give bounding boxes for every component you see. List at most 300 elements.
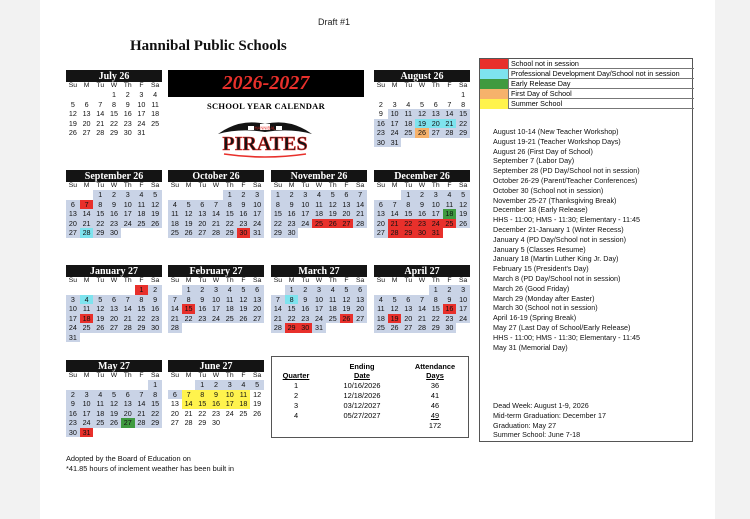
calendar-day: 9 bbox=[70, 399, 75, 408]
month-title: July 26 bbox=[66, 70, 162, 82]
calendar-day: 29 bbox=[225, 228, 234, 237]
calendar-day: 8 bbox=[107, 100, 121, 110]
calendar-day: 26 bbox=[96, 323, 105, 332]
day-of-week-label: Sa bbox=[458, 277, 468, 284]
day-of-week-label: Tu bbox=[301, 277, 310, 284]
note-line: March 29 (Monday after Easter) bbox=[493, 293, 595, 303]
calendar-day: 27 bbox=[68, 228, 77, 237]
calendar-day: 11 bbox=[96, 399, 105, 408]
calendar-day: 9 bbox=[241, 199, 246, 209]
calendar-day: 24 bbox=[211, 313, 220, 323]
calendar-day: 21 bbox=[273, 313, 282, 323]
calendar-day: 15 bbox=[225, 209, 234, 218]
inclement-weather-line: *41.85 hours of inclement weather has been built in bbox=[66, 464, 235, 473]
calendar-day: 18 bbox=[137, 209, 146, 218]
calendar-day: 10 bbox=[301, 199, 310, 209]
day-of-week-label: M bbox=[83, 82, 90, 89]
calendar-day: 22 bbox=[137, 313, 146, 323]
calendar-day: 13 bbox=[253, 294, 262, 304]
calendar-day: 4 bbox=[148, 90, 162, 100]
calendar-day: 7 bbox=[80, 200, 94, 210]
calendar-day: 18 bbox=[170, 218, 179, 228]
calendar-day: 26 bbox=[66, 128, 80, 138]
calendar-day: 10 bbox=[223, 390, 237, 400]
calendar-day: 22 bbox=[431, 313, 440, 323]
month-title: October 26 bbox=[168, 170, 264, 182]
note-line: January 18 (Martin Luther King Jr. Day) bbox=[493, 254, 619, 264]
calendar-day: 11 bbox=[171, 209, 179, 218]
calendar-day: 21 bbox=[356, 209, 365, 218]
calendar-day: 16 bbox=[209, 399, 223, 409]
calendar-day: 10 bbox=[211, 294, 220, 304]
school-name: Hannibal Public Schools bbox=[130, 38, 287, 54]
quarter-date: 05/27/2027 bbox=[343, 411, 381, 420]
day-of-week-label: Sa bbox=[150, 82, 160, 89]
calendar-day: 3 bbox=[388, 100, 402, 110]
day-of-week-label: Su bbox=[273, 182, 283, 189]
calendar-day: 6 bbox=[344, 190, 349, 199]
calendar-day: 25 bbox=[225, 313, 234, 323]
calendar-day: 4 bbox=[80, 295, 94, 305]
calendar-day: 7 bbox=[419, 294, 424, 304]
calendar-day: 8 bbox=[195, 390, 209, 400]
calendar-day: 12 bbox=[417, 109, 426, 118]
calendar-day: 30 bbox=[209, 418, 223, 428]
day-of-week-label: Tu bbox=[198, 182, 207, 189]
calendar-day: 30 bbox=[415, 228, 429, 238]
calendar-day: 19 bbox=[388, 314, 402, 324]
attendance-total: 172 bbox=[428, 421, 442, 430]
day-of-week-label: Su bbox=[68, 182, 78, 189]
day-of-week-label: Sa bbox=[355, 277, 365, 284]
calendar-day: 19 bbox=[328, 209, 337, 218]
day-of-week-label: Tu bbox=[198, 277, 207, 284]
calendar-day: 27 bbox=[404, 323, 413, 332]
calendar-day: 15 bbox=[287, 304, 296, 313]
calendar-day: 5 bbox=[153, 190, 158, 199]
calendar-day: 20 bbox=[404, 313, 413, 323]
note-line: September 28 (PD Day/School not in session) bbox=[493, 166, 640, 176]
calendar-day: 18 bbox=[225, 304, 234, 313]
calendar-day: 12 bbox=[342, 294, 351, 304]
calendar-day: 25 bbox=[82, 323, 91, 332]
calendar-day: 11 bbox=[377, 304, 385, 313]
calendar-day: 5 bbox=[241, 285, 246, 294]
calendar-day: 26 bbox=[250, 409, 264, 419]
calendar-day: 7 bbox=[93, 100, 107, 110]
note-line: Summer School: June 7-18 bbox=[493, 430, 581, 440]
calendar-day: 29 bbox=[401, 228, 415, 238]
month-title: March 27 bbox=[271, 265, 367, 277]
day-of-week-label: Th bbox=[431, 182, 440, 189]
day-grid bbox=[271, 285, 367, 333]
day-grid bbox=[168, 285, 264, 333]
calendar-day: 24 bbox=[223, 409, 237, 419]
calendar-day: 12 bbox=[96, 304, 105, 313]
calendar-day: 16 bbox=[376, 118, 385, 128]
note-line: March 8 (PD Day/School not in session) bbox=[493, 273, 621, 283]
calendar-day: 12 bbox=[390, 304, 399, 313]
calendar-day: 29 bbox=[151, 418, 160, 427]
calendar-day: 19 bbox=[109, 408, 118, 418]
calendar-day: 20 bbox=[342, 209, 351, 218]
calendar-day: 23 bbox=[415, 219, 429, 229]
note-line: October 26-29 (Parent/Teacher Conferences) bbox=[493, 175, 638, 185]
calendar-day: 20 bbox=[376, 218, 385, 228]
calendar-day: 14 bbox=[137, 399, 146, 408]
note-line: August 19-21 (Teacher Workshop Days) bbox=[493, 136, 621, 146]
day-of-week-label: Th bbox=[123, 182, 132, 189]
calendar-day: 7 bbox=[139, 389, 144, 399]
note-line: September 7 (Labor Day) bbox=[493, 156, 575, 166]
calendar-day: 24 bbox=[82, 418, 91, 427]
day-of-week-label: Th bbox=[123, 277, 132, 284]
day-grid bbox=[168, 380, 264, 428]
day-of-week-row bbox=[168, 372, 264, 380]
calendar-day: 5 bbox=[330, 190, 335, 199]
calendar-day: 3 bbox=[125, 190, 130, 199]
calendar-day: 14 bbox=[211, 209, 220, 218]
calendar-day: 28 bbox=[80, 228, 94, 238]
calendar-day: 22 bbox=[287, 313, 296, 323]
calendar-day: 18 bbox=[96, 408, 105, 418]
calendar-day: 15 bbox=[195, 399, 209, 409]
calendar-day: 24 bbox=[429, 219, 443, 229]
calendar-day: 11 bbox=[148, 100, 162, 110]
calendar-day: 3 bbox=[316, 285, 321, 294]
day-of-week-label: F bbox=[447, 182, 452, 189]
calendar-day: 2 bbox=[200, 285, 205, 294]
calendar-day: 1 bbox=[98, 190, 103, 199]
year-title: 2026-2027 bbox=[222, 72, 310, 94]
day-of-week-label: M bbox=[185, 372, 192, 379]
calendar-day: 2 bbox=[70, 389, 75, 399]
calendar-day: 14 bbox=[170, 304, 179, 313]
day-of-week-label: F bbox=[241, 277, 246, 284]
calendar-day: 29 bbox=[431, 323, 440, 332]
calendar-day: 10 bbox=[123, 199, 132, 209]
day-of-week-row bbox=[374, 182, 470, 190]
calendar-day: 6 bbox=[111, 294, 116, 304]
calendar-day: 2 bbox=[289, 190, 294, 199]
note-line: February 15 (President's Day) bbox=[493, 264, 589, 274]
calendar-day: 8 bbox=[186, 294, 191, 304]
calendar-day: 9 bbox=[121, 100, 135, 110]
day-of-week-label: Tu bbox=[301, 182, 310, 189]
calendar-day: 25 bbox=[404, 128, 413, 137]
day-of-week-label: Su bbox=[68, 372, 78, 379]
day-of-week-label: M bbox=[391, 182, 398, 189]
calendar-day: 29 bbox=[96, 228, 105, 237]
calendar-day: 28 bbox=[417, 323, 426, 332]
calendar-day: 23 bbox=[198, 313, 207, 323]
calendar-day: 18 bbox=[443, 209, 457, 219]
legend-label: Early Release Day bbox=[508, 79, 694, 89]
calendar-day: 26 bbox=[340, 314, 354, 324]
calendar-day: 2 bbox=[419, 190, 424, 199]
calendar-day: 29 bbox=[459, 128, 468, 137]
calendar-day: 17 bbox=[135, 109, 149, 119]
quarter-quarter: 1 bbox=[293, 381, 299, 390]
quarter-quarter: 4 bbox=[293, 411, 299, 420]
calendar-day: 16 bbox=[417, 209, 426, 218]
day-of-week-label: Tu bbox=[96, 277, 105, 284]
calendar-day: 9 bbox=[289, 199, 294, 209]
calendar-day: 9 bbox=[209, 390, 223, 400]
day-grid bbox=[66, 190, 162, 238]
calendar-day: 26 bbox=[151, 218, 160, 228]
calendar-day: 13 bbox=[404, 304, 413, 313]
calendar-day: 6 bbox=[172, 389, 177, 399]
note-line: August 10-14 (New Teacher Workshop) bbox=[493, 127, 619, 136]
calendar-day: 30 bbox=[237, 228, 251, 238]
calendar-day: 2 bbox=[121, 90, 135, 100]
calendar-day: 12 bbox=[109, 399, 118, 408]
calendar-day: 1 bbox=[275, 190, 280, 199]
calendar-day: 3 bbox=[433, 190, 438, 199]
calendar-day: 1 bbox=[456, 90, 470, 100]
legend-item bbox=[480, 59, 694, 69]
calendar-day: 6 bbox=[80, 100, 94, 110]
day-of-week-row bbox=[66, 182, 162, 190]
calendar-day: 20 bbox=[198, 218, 207, 228]
calendar-day: 14 bbox=[390, 209, 399, 218]
calendar-day: 23 bbox=[445, 313, 454, 323]
calendar-day: 22 bbox=[184, 313, 193, 323]
calendar-day: 27 bbox=[80, 128, 94, 138]
calendar-day: 6 bbox=[358, 285, 363, 294]
month-april-27 bbox=[374, 265, 470, 333]
pirates-logo bbox=[210, 114, 320, 158]
calendar-day: 1 bbox=[227, 190, 232, 199]
calendar-day: 16 bbox=[301, 304, 310, 313]
day-of-week-label: W bbox=[418, 182, 426, 189]
day-of-week-label: M bbox=[185, 277, 192, 284]
calendar-day: 22 bbox=[107, 119, 121, 129]
day-of-week-label: Th bbox=[431, 277, 440, 284]
legend-label: First Day of School bbox=[508, 89, 694, 99]
calendar-day: 25 bbox=[376, 323, 385, 332]
calendar-day: 3 bbox=[303, 190, 308, 199]
day-of-week-label: Tu bbox=[404, 82, 413, 89]
day-of-week-label: Su bbox=[68, 82, 78, 89]
calendar-day: 10 bbox=[135, 100, 149, 110]
legend-swatch bbox=[480, 99, 508, 109]
calendar-day: 4 bbox=[241, 380, 246, 389]
quarter-table bbox=[271, 356, 469, 438]
calendar-day: 12 bbox=[184, 209, 193, 218]
calendar-day: 19 bbox=[96, 313, 105, 323]
calendar-day: 11 bbox=[328, 294, 337, 304]
calendar-day: 6 bbox=[378, 199, 383, 209]
calendar-day: 23 bbox=[376, 128, 385, 137]
calendar-day: 16 bbox=[109, 209, 118, 218]
calendar-day: 23 bbox=[151, 313, 160, 323]
attendance-header-2: Days bbox=[426, 371, 444, 380]
quarter-row bbox=[272, 401, 470, 411]
calendar-day: 17 bbox=[459, 304, 468, 313]
note-line: December 21-January 1 (Winter Recess) bbox=[493, 224, 624, 234]
calendar-day: 27 bbox=[109, 323, 118, 332]
calendar-day: 4 bbox=[227, 285, 232, 294]
calendar-day: 15 bbox=[107, 109, 121, 119]
calendar-day: 24 bbox=[390, 128, 399, 137]
calendar-day: 27 bbox=[340, 219, 354, 229]
calendar-day: 9 bbox=[200, 294, 205, 304]
calendar-day: 4 bbox=[401, 100, 415, 110]
day-of-week-label: M bbox=[391, 277, 398, 284]
calendar-day: 21 bbox=[388, 219, 402, 229]
day-of-week-label: Sa bbox=[252, 277, 262, 284]
calendar-day: 19 bbox=[415, 119, 429, 129]
day-of-week-label: Su bbox=[273, 277, 283, 284]
calendar-day: 29 bbox=[273, 228, 282, 237]
calendar-day: 23 bbox=[287, 218, 296, 228]
calendar-day: 14 bbox=[93, 109, 107, 119]
quarter-date: 03/12/2027 bbox=[343, 401, 381, 410]
calendar-day: 20 bbox=[356, 304, 365, 313]
calendar-day: 21 bbox=[123, 313, 132, 323]
quarter-row bbox=[272, 381, 470, 391]
calendar-day: 15 bbox=[151, 399, 160, 408]
calendar-day: 26 bbox=[109, 418, 118, 427]
month-august-26 bbox=[374, 70, 470, 147]
calendar-day: 30 bbox=[68, 427, 77, 437]
calendar-day: 12 bbox=[328, 199, 337, 209]
note-line: Mid-term Graduation: December 17 bbox=[493, 410, 607, 420]
calendar-day: 28 bbox=[170, 323, 179, 332]
calendar-day: 23 bbox=[301, 313, 310, 323]
calendar-day: 8 bbox=[139, 294, 144, 304]
calendar-day: 13 bbox=[356, 294, 365, 304]
calendar-day: 26 bbox=[459, 218, 468, 228]
calendar-day: 26 bbox=[415, 128, 429, 138]
day-of-week-label: M bbox=[288, 182, 295, 189]
calendar-day: 19 bbox=[184, 218, 193, 228]
calendar-day: 30 bbox=[151, 323, 160, 332]
calendar-day: 18 bbox=[328, 304, 337, 313]
calendar-day: 15 bbox=[96, 209, 105, 218]
calendar-day: 23 bbox=[109, 218, 118, 228]
calendar-day: 3 bbox=[227, 380, 232, 389]
calendar-day: 16 bbox=[287, 209, 296, 218]
calendar-day: 16 bbox=[239, 209, 248, 218]
calendar-day: 27 bbox=[121, 418, 135, 428]
note-line: January 5 (Classes Resume) bbox=[493, 244, 586, 254]
note-line: HHS - 11:00; HMS - 11:30; Elementary - 11:45 bbox=[493, 215, 641, 225]
quarter-days: 46 bbox=[430, 401, 440, 410]
calendar-day: 13 bbox=[198, 209, 207, 218]
day-of-week-label: W bbox=[418, 82, 426, 89]
day-of-week-label: F bbox=[344, 277, 349, 284]
calendar-day: 20 bbox=[68, 218, 77, 228]
calendar-day: 22 bbox=[195, 409, 209, 419]
day-of-week-label: Th bbox=[225, 277, 234, 284]
month-title: April 27 bbox=[374, 265, 470, 277]
calendar-day: 6 bbox=[70, 199, 75, 209]
calendar-day: 13 bbox=[80, 109, 94, 119]
calendar-day: 10 bbox=[431, 199, 440, 209]
day-of-week-label: Tu bbox=[198, 372, 207, 379]
calendar-day: 28 bbox=[137, 418, 146, 427]
day-of-week-label: Su bbox=[376, 277, 386, 284]
legend-swatch bbox=[480, 59, 508, 69]
day-grid bbox=[374, 285, 470, 333]
calendar-day: 28 bbox=[388, 228, 402, 238]
calendar-day: 17 bbox=[211, 304, 220, 313]
note-line: December 18 (Early Release) bbox=[493, 205, 588, 215]
month-january-27 bbox=[66, 265, 162, 342]
calendar-day: 25 bbox=[137, 218, 146, 228]
calendar-day: 4 bbox=[139, 190, 144, 199]
calendar-day: 1 bbox=[186, 285, 191, 294]
note-line: January 4 (PD Day/School not in session) bbox=[493, 234, 627, 244]
calendar-day: 13 bbox=[109, 304, 118, 313]
calendar-day: 22 bbox=[273, 218, 282, 228]
calendar-day: 19 bbox=[151, 209, 160, 218]
calendar-day: 18 bbox=[237, 399, 251, 409]
draft-label: Draft #1 bbox=[318, 17, 351, 27]
calendar-day: 9 bbox=[303, 294, 308, 304]
calendar-day: 2 bbox=[213, 380, 218, 389]
adoption-line: Adopted by the Board of Education on bbox=[66, 454, 191, 463]
calendar-day: 28 bbox=[93, 128, 107, 138]
calendar-day: 30 bbox=[445, 323, 454, 332]
month-october-26 bbox=[168, 170, 264, 238]
day-grid bbox=[271, 190, 367, 238]
calendar-day: 9 bbox=[419, 199, 424, 209]
calendar-day: 30 bbox=[121, 128, 135, 138]
month-july-26 bbox=[66, 70, 162, 138]
day-of-week-row bbox=[374, 82, 470, 90]
calendar-day: 15 bbox=[431, 304, 440, 313]
day-of-week-label: F bbox=[139, 372, 144, 379]
logo-mascot-text: PIRATES bbox=[222, 133, 308, 155]
calendar-day: 10 bbox=[390, 109, 399, 118]
day-of-week-row bbox=[66, 82, 162, 90]
day-of-week-label: F bbox=[139, 82, 144, 89]
note-line: Graduation: May 27 bbox=[493, 420, 557, 430]
quarter-quarter: 2 bbox=[293, 391, 299, 400]
legend-item bbox=[480, 99, 694, 109]
calendar-day: 17 bbox=[82, 408, 91, 418]
calendar-day: 13 bbox=[431, 109, 440, 118]
calendar-day: 9 bbox=[111, 199, 116, 209]
calendar-day: 14 bbox=[82, 209, 91, 218]
calendar-day: 14 bbox=[417, 304, 426, 313]
calendar-day: 7 bbox=[172, 294, 177, 304]
calendar-day: 1 bbox=[433, 285, 438, 294]
calendar-day: 6 bbox=[200, 199, 205, 209]
calendar-day: 8 bbox=[456, 100, 470, 110]
day-of-week-label: F bbox=[241, 372, 246, 379]
calendar-day: 11 bbox=[82, 304, 91, 313]
day-grid bbox=[168, 190, 264, 238]
calendar-day: 29 bbox=[195, 418, 209, 428]
note-line: Dead Week: August 1-9, 2026 bbox=[493, 401, 589, 410]
calendar-day: 20 bbox=[109, 313, 118, 323]
calendar-day: 15 bbox=[459, 109, 468, 118]
calendar-day: 23 bbox=[239, 218, 248, 228]
calendar-day: 20 bbox=[123, 408, 132, 418]
calendar-day: 9 bbox=[447, 294, 452, 304]
calendar-day: 31 bbox=[314, 323, 323, 332]
calendar-day: 7 bbox=[358, 190, 363, 199]
calendar-day: 15 bbox=[404, 209, 413, 218]
calendar-day: 17 bbox=[68, 313, 77, 323]
logo-small-text: HANNIBAL bbox=[254, 125, 276, 131]
calendar-day: 27 bbox=[431, 128, 440, 137]
